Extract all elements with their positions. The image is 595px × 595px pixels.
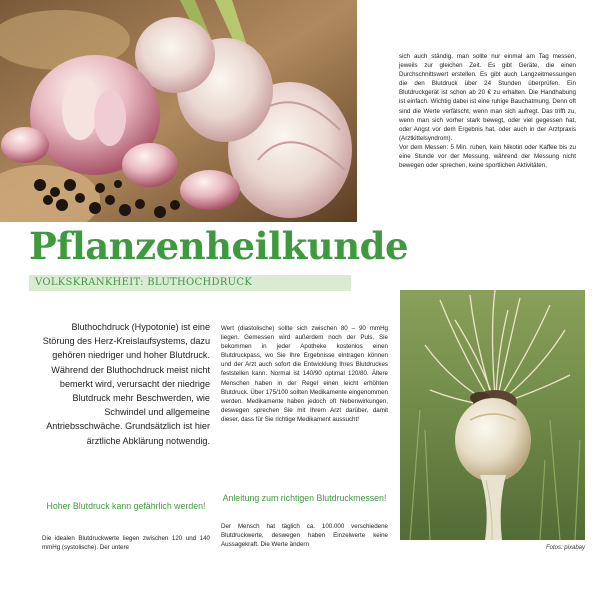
article-paragraph: sich auch ständig, man sollte nur einmal am Tag messen, jeweils zur gleichen Zeit. Es gibt Geräte, die einen Durchschnittswert erstellen. Es gibt auch Langzeitmessungen die den Blutdruck über 24 Stunden überprüfen. Ein Blutdruckgerät ist schon ab 20 € zu erhalten. Die Handhabung ist einfach. Wichtig dabei ist eine ruhige Bauchatmung. Denn oft sind die Werte verfälscht, wenn man sich aufregt. Das trifft zu, wenn man sich vorher stark bewegt, oder viel gegessen hat, oder Angst vor dem Ergebnis hat, oder auch in der Arztpraxis (Arztkittelsyndrom). (399, 53, 576, 142)
article-paragraph: Vor dem Messen: 5 Min. ruhen, kein Nikotin oder Kaffee bis zu eine Stunde vor der Messung, während der Messung nicht bewegen oder sprechen, keine sportlichen Aktivitäten, (399, 143, 576, 170)
article-subhead: Anleitung zum richtigen Blutdruckmessen! (222, 493, 387, 503)
article-subhead: Hoher Blutdruck kann gefährlich werden! (46, 501, 206, 511)
onion-photo (400, 290, 585, 540)
article-paragraph: Wert (diastolische) sollte sich zwischen 80 – 90 mmHg liegen. Gemessen wird außerdem noch der Puls. Sie bekommen in jeder Apotheke kostenlos einen Blutdruckpass, wo Sie Ihre Ergebnisse eintragen können und der Arzt auch sofort die Entwicklung Ihres Blutdruckes feststellen kann. Normal ist 140/90 optimal 120/80. Ältere Menschen haben in der Regel einen leicht erhöhten Blutdruck. Über 175/100 sollten Medikamente eingenommen werden. Medikamente haben jedoch oft Nebenwirkungen, deswegen sprechen Sie mit Ihrem Arzt darüber, damit dieser, dass für Sie richtige Medikament aussucht! (221, 325, 388, 423)
article-lead: Bluthochdruck (Hypotonie) ist eine Störung des Herz-Kreislaufsystems, dazu gehören niedriger und hoher Blutdruck. Während der Bluthochdruck meist nicht bemerkt wird, verursacht der niedrige Blutdruck mehr Beschwerden, wie Schwindel und allgemeine Antriebsschwäche. Grundsätzlich ist hier ärztliche Abklärung notwendig. (42, 322, 210, 446)
article-column-top-right (399, 52, 576, 170)
article-paragraph: Der Mensch hat täglich ca. 100.000 verschiedene Blutdruckwerte, deswegen haben Einzelwerte keine Aussagekraft. Die Werte ändern (221, 523, 388, 549)
photo-credit: Fotos: pixabay (545, 545, 585, 551)
garlic-photo (0, 0, 357, 222)
page-subtitle: VOLKSKRANKHEIT: BLUTHOCHDRUCK (35, 277, 253, 288)
article-paragraph: Die idealen Blutdruckwerte liegen zwischen 120 und 140 mmHg (systolische). Der untere (42, 535, 210, 552)
page-title: Pflanzenheilkunde (29, 224, 409, 268)
